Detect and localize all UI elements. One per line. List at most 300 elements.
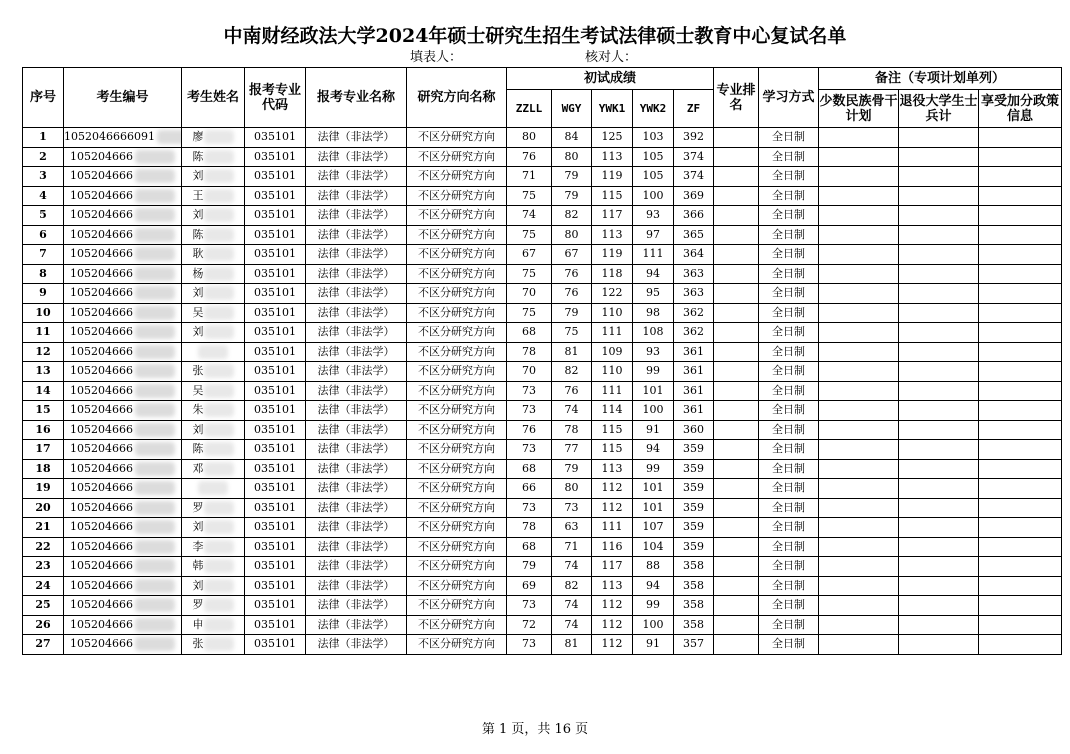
cell-major-name xyxy=(306,206,407,226)
cell-major-name xyxy=(306,284,407,304)
redaction-mark xyxy=(204,364,234,378)
cell-rank xyxy=(714,401,759,421)
cell-major-code xyxy=(245,245,306,265)
table-row xyxy=(23,323,1062,343)
cell-veteran xyxy=(899,615,979,635)
table-row xyxy=(23,518,1062,538)
cell-name-text: 李 xyxy=(192,539,204,553)
table-row xyxy=(23,615,1062,635)
cell-minority xyxy=(819,420,899,440)
cell-zf-text: 359 xyxy=(683,500,705,514)
cell-ywk1-text: 117 xyxy=(601,208,623,222)
cell-wgy xyxy=(552,596,592,616)
cell-exam-id xyxy=(64,440,182,460)
redaction-mark xyxy=(204,618,234,632)
cell-ywk2-text: 99 xyxy=(646,598,660,612)
cell-ywk2-text: 100 xyxy=(642,188,664,202)
cell-exam-id-text: 105204666 xyxy=(70,461,133,475)
cell-name-text: 陈 xyxy=(192,149,204,163)
cell-major-code-text: 035101 xyxy=(254,617,296,631)
cell-zf xyxy=(674,537,714,557)
cell-rank xyxy=(714,147,759,167)
cell-bonus xyxy=(979,186,1062,206)
cell-study-mode xyxy=(759,147,819,167)
cell-veteran xyxy=(899,225,979,245)
cell-ywk1-text: 112 xyxy=(601,481,623,495)
cell-zf-text: 359 xyxy=(683,442,705,456)
cell-seq xyxy=(23,225,64,245)
cell-major-code xyxy=(245,596,306,616)
cell-zf xyxy=(674,284,714,304)
cell-major-name-text: 法律（非法学） xyxy=(317,520,395,534)
cell-major-name-text: 法律（非法学） xyxy=(317,403,395,417)
cell-zzll-text: 75 xyxy=(522,305,536,319)
cell-zf xyxy=(674,440,714,460)
cell-major-code-text: 035101 xyxy=(254,559,296,573)
cell-zzll xyxy=(507,323,552,343)
cell-exam-id-text: 105204666 xyxy=(70,520,133,534)
redaction-mark xyxy=(204,189,234,203)
redaction-mark xyxy=(135,520,175,534)
cell-ywk2 xyxy=(633,401,674,421)
cell-ywk1 xyxy=(592,264,633,284)
cell-wgy-text: 74 xyxy=(564,403,579,417)
cell-study-mode xyxy=(759,284,819,304)
cell-veteran xyxy=(899,420,979,440)
cell-zzll-text: 76 xyxy=(522,422,536,436)
cell-seq xyxy=(23,518,64,538)
table-row xyxy=(23,401,1062,421)
cell-zf-text: 363 xyxy=(683,266,705,280)
cell-bonus xyxy=(979,479,1062,499)
cell-ywk1-text: 113 xyxy=(601,227,623,241)
cell-zzll-text: 68 xyxy=(522,325,536,339)
cell-seq xyxy=(23,596,64,616)
cell-study-mode-text: 全日制 xyxy=(772,383,806,397)
cell-major-code xyxy=(245,420,306,440)
cell-ywk1-text: 112 xyxy=(601,500,623,514)
header-name: 考生姓名 xyxy=(182,68,245,128)
cell-wgy-text: 76 xyxy=(564,266,579,280)
cell-bonus xyxy=(979,615,1062,635)
cell-seq xyxy=(23,167,64,187)
cell-exam-id-text: 105204666 xyxy=(70,422,133,436)
cell-name xyxy=(182,362,245,382)
cell-ywk1 xyxy=(592,167,633,187)
cell-zf xyxy=(674,401,714,421)
cell-zzll-text: 66 xyxy=(522,481,536,495)
cell-direction-text: 不区分研究方向 xyxy=(418,286,495,300)
cell-study-mode xyxy=(759,206,819,226)
cell-veteran xyxy=(899,284,979,304)
table-row xyxy=(23,635,1062,655)
cell-seq-text: 9 xyxy=(39,286,47,300)
cell-name xyxy=(182,186,245,206)
cell-ywk1 xyxy=(592,186,633,206)
cell-study-mode-text: 全日制 xyxy=(772,130,806,144)
cell-ywk1 xyxy=(592,596,633,616)
cell-study-mode xyxy=(759,323,819,343)
cell-rank xyxy=(714,303,759,323)
cell-name xyxy=(182,498,245,518)
cell-minority xyxy=(819,537,899,557)
cell-name xyxy=(182,303,245,323)
cell-wgy-text: 79 xyxy=(564,169,579,183)
redaction-mark xyxy=(135,345,175,359)
cell-study-mode-text: 全日制 xyxy=(772,461,806,475)
cell-zf xyxy=(674,303,714,323)
cell-ywk1-text: 115 xyxy=(601,422,623,436)
cell-zzll-text: 75 xyxy=(522,227,536,241)
cell-wgy-text: 79 xyxy=(564,188,579,202)
cell-major-code xyxy=(245,498,306,518)
cell-name xyxy=(182,225,245,245)
cell-name-text: 刘 xyxy=(192,325,204,339)
cell-zf xyxy=(674,459,714,479)
applicant-table xyxy=(22,67,1062,655)
redaction-mark xyxy=(204,208,234,222)
cell-direction-text: 不区分研究方向 xyxy=(418,637,495,651)
redaction-mark xyxy=(204,403,234,417)
cell-direction xyxy=(407,186,507,206)
cell-zf-text: 357 xyxy=(683,637,705,651)
cell-name xyxy=(182,420,245,440)
cell-zzll xyxy=(507,362,552,382)
cell-minority xyxy=(819,284,899,304)
cell-wgy xyxy=(552,420,592,440)
cell-direction-text: 不区分研究方向 xyxy=(418,344,495,358)
cell-study-mode xyxy=(759,596,819,616)
cell-study-mode xyxy=(759,498,819,518)
cell-zzll xyxy=(507,401,552,421)
cell-major-name xyxy=(306,245,407,265)
cell-veteran xyxy=(899,362,979,382)
cell-zf xyxy=(674,323,714,343)
cell-veteran xyxy=(899,459,979,479)
cell-zf-text: 358 xyxy=(683,617,705,631)
cell-ywk1 xyxy=(592,537,633,557)
cell-major-code xyxy=(245,264,306,284)
cell-veteran xyxy=(899,303,979,323)
cell-exam-id-text: 105204666 xyxy=(70,149,133,163)
cell-major-name xyxy=(306,615,407,635)
cell-ywk2 xyxy=(633,420,674,440)
cell-zzll xyxy=(507,342,552,362)
cell-seq-text: 26 xyxy=(35,617,51,631)
cell-zzll xyxy=(507,459,552,479)
cell-zf xyxy=(674,225,714,245)
cell-direction xyxy=(407,323,507,343)
cell-ywk1 xyxy=(592,303,633,323)
cell-veteran xyxy=(899,498,979,518)
cell-seq xyxy=(23,147,64,167)
cell-rank xyxy=(714,284,759,304)
cell-zzll-text: 68 xyxy=(522,461,536,475)
cell-zzll-text: 72 xyxy=(522,617,536,631)
cell-bonus xyxy=(979,518,1062,538)
cell-name xyxy=(182,323,245,343)
cell-direction xyxy=(407,342,507,362)
cell-ywk1-text: 113 xyxy=(601,149,623,163)
cell-minority xyxy=(819,303,899,323)
cell-zf-text: 361 xyxy=(683,383,705,397)
redaction-mark xyxy=(198,481,228,495)
cell-exam-id xyxy=(64,167,182,187)
cell-study-mode-text: 全日制 xyxy=(772,344,806,358)
redaction-mark xyxy=(204,169,234,183)
cell-bonus xyxy=(979,557,1062,577)
cell-ywk1 xyxy=(592,284,633,304)
cell-rank xyxy=(714,596,759,616)
cell-ywk1-text: 116 xyxy=(601,539,623,553)
cell-major-code xyxy=(245,518,306,538)
cell-ywk2-text: 108 xyxy=(642,325,664,339)
cell-veteran xyxy=(899,128,979,148)
cell-major-code xyxy=(245,147,306,167)
cell-direction-text: 不区分研究方向 xyxy=(418,247,495,261)
cell-minority xyxy=(819,206,899,226)
cell-seq xyxy=(23,264,64,284)
cell-major-name-text: 法律（非法学） xyxy=(317,442,395,456)
cell-direction-text: 不区分研究方向 xyxy=(418,559,495,573)
cell-study-mode-text: 全日制 xyxy=(772,403,806,417)
cell-seq-text: 12 xyxy=(35,344,51,358)
cell-zzll-text: 78 xyxy=(522,520,536,534)
header-major-code: 报考专业代码 xyxy=(245,68,306,128)
header-wgy: WGY xyxy=(552,90,592,128)
cell-ywk2-text: 105 xyxy=(642,149,664,163)
cell-zf-text: 358 xyxy=(683,559,705,573)
cell-major-name-text: 法律（非法学） xyxy=(317,500,395,514)
cell-seq xyxy=(23,420,64,440)
cell-bonus xyxy=(979,596,1062,616)
cell-major-code-text: 035101 xyxy=(254,364,296,378)
cell-minority xyxy=(819,186,899,206)
page-number: 第 1 页，共 16 页 xyxy=(481,722,589,737)
cell-wgy xyxy=(552,128,592,148)
redaction-mark xyxy=(204,423,234,437)
cell-direction xyxy=(407,537,507,557)
cell-exam-id-text: 105204666 xyxy=(70,305,133,319)
cell-exam-id-text: 105204666 xyxy=(70,188,133,202)
cell-zzll xyxy=(507,576,552,596)
cell-direction-text: 不区分研究方向 xyxy=(418,578,495,592)
checker-label: 核对人： xyxy=(585,50,638,65)
cell-study-mode xyxy=(759,303,819,323)
cell-ywk2 xyxy=(633,342,674,362)
cell-zf-text: 361 xyxy=(683,403,705,417)
cell-seq-text: 17 xyxy=(35,442,51,456)
cell-major-name xyxy=(306,225,407,245)
cell-ywk1-text: 118 xyxy=(601,266,623,280)
cell-exam-id xyxy=(64,342,182,362)
cell-ywk1-text: 111 xyxy=(601,325,623,339)
cell-major-code-text: 035101 xyxy=(254,188,296,202)
cell-ywk2 xyxy=(633,615,674,635)
cell-veteran xyxy=(899,342,979,362)
cell-major-code xyxy=(245,576,306,596)
cell-zf xyxy=(674,186,714,206)
cell-zzll xyxy=(507,264,552,284)
header-rank: 专业排名 xyxy=(714,68,759,128)
cell-ywk2 xyxy=(633,557,674,577)
cell-direction-text: 不区分研究方向 xyxy=(418,520,495,534)
redaction-mark xyxy=(204,520,234,534)
cell-major-code-text: 035101 xyxy=(254,208,296,222)
cell-seq-text: 8 xyxy=(39,266,47,280)
cell-veteran xyxy=(899,206,979,226)
cell-minority xyxy=(819,323,899,343)
cell-ywk1-text: 122 xyxy=(601,286,623,300)
cell-rank xyxy=(714,381,759,401)
cell-ywk2 xyxy=(633,225,674,245)
table-row xyxy=(23,459,1062,479)
cell-wgy xyxy=(552,225,592,245)
cell-zf xyxy=(674,635,714,655)
cell-major-name xyxy=(306,264,407,284)
cell-seq-text: 25 xyxy=(35,598,51,612)
cell-major-name-text: 法律（非法学） xyxy=(317,208,395,222)
cell-major-code-text: 035101 xyxy=(254,227,296,241)
cell-major-code-text: 035101 xyxy=(254,500,296,514)
cell-direction xyxy=(407,576,507,596)
redaction-mark xyxy=(135,169,175,183)
cell-major-code xyxy=(245,537,306,557)
cell-minority xyxy=(819,342,899,362)
cell-major-name xyxy=(306,440,407,460)
cell-wgy-text: 67 xyxy=(564,247,579,261)
header-ywk1: YWK1 xyxy=(592,90,633,128)
cell-study-mode-text: 全日制 xyxy=(772,539,806,553)
cell-name xyxy=(182,459,245,479)
cell-wgy xyxy=(552,459,592,479)
cell-exam-id-text: 105204666 xyxy=(70,227,133,241)
cell-zzll xyxy=(507,225,552,245)
cell-major-name-text: 法律（非法学） xyxy=(317,149,395,163)
cell-name xyxy=(182,128,245,148)
cell-major-code-text: 035101 xyxy=(254,266,296,280)
cell-major-name xyxy=(306,167,407,187)
cell-name xyxy=(182,147,245,167)
cell-seq xyxy=(23,323,64,343)
cell-major-name xyxy=(306,362,407,382)
cell-direction xyxy=(407,420,507,440)
cell-ywk1-text: 115 xyxy=(601,188,623,202)
cell-exam-id-text: 105204666 xyxy=(70,169,133,183)
cell-major-code-text: 035101 xyxy=(254,637,296,651)
cell-bonus xyxy=(979,362,1062,382)
cell-zzll xyxy=(507,615,552,635)
cell-wgy xyxy=(552,537,592,557)
cell-seq-text: 6 xyxy=(39,227,47,241)
cell-ywk2-text: 104 xyxy=(642,539,664,553)
cell-major-code-text: 035101 xyxy=(254,539,296,553)
redaction-mark xyxy=(204,579,234,593)
cell-seq xyxy=(23,537,64,557)
redaction-mark xyxy=(204,598,234,612)
cell-exam-id xyxy=(64,498,182,518)
redaction-mark xyxy=(204,501,234,515)
cell-ywk2 xyxy=(633,167,674,187)
cell-ywk2 xyxy=(633,537,674,557)
cell-ywk2 xyxy=(633,381,674,401)
cell-exam-id-text: 105204666 xyxy=(70,500,133,514)
cell-exam-id xyxy=(64,615,182,635)
cell-zf-text: 362 xyxy=(683,325,705,339)
cell-study-mode xyxy=(759,381,819,401)
cell-wgy-text: 79 xyxy=(564,461,579,475)
cell-name-text: 张 xyxy=(192,637,204,651)
header-prelim: 初试成绩 xyxy=(507,68,714,90)
redaction-mark xyxy=(135,208,175,222)
table-row xyxy=(23,167,1062,187)
cell-direction-text: 不区分研究方向 xyxy=(418,422,495,436)
filler-label: 填表人： xyxy=(410,50,463,65)
cell-major-code xyxy=(245,381,306,401)
cell-zf xyxy=(674,245,714,265)
cell-major-name xyxy=(306,459,407,479)
cell-zzll xyxy=(507,518,552,538)
cell-seq-text: 5 xyxy=(39,208,47,222)
cell-major-name-text: 法律（非法学） xyxy=(317,344,395,358)
cell-name-text: 朱 xyxy=(192,403,204,417)
cell-ywk2 xyxy=(633,518,674,538)
cell-name-text: 刘 xyxy=(192,422,204,436)
cell-ywk2-text: 97 xyxy=(646,227,660,241)
cell-ywk2 xyxy=(633,303,674,323)
header-seq: 序号 xyxy=(23,68,64,128)
cell-seq xyxy=(23,401,64,421)
cell-ywk1 xyxy=(592,420,633,440)
cell-zf-text: 364 xyxy=(683,247,705,261)
cell-major-name xyxy=(306,479,407,499)
cell-ywk2 xyxy=(633,323,674,343)
cell-wgy xyxy=(552,245,592,265)
cell-zf xyxy=(674,518,714,538)
cell-zf-text: 392 xyxy=(683,130,705,144)
cell-study-mode-text: 全日制 xyxy=(772,578,806,592)
cell-study-mode-text: 全日制 xyxy=(772,617,806,631)
cell-exam-id xyxy=(64,225,182,245)
redaction-mark xyxy=(204,286,234,300)
cell-ywk1-text: 113 xyxy=(601,461,623,475)
table-row xyxy=(23,264,1062,284)
cell-major-name xyxy=(306,420,407,440)
cell-zzll-text: 73 xyxy=(522,383,536,397)
cell-direction xyxy=(407,498,507,518)
cell-zf xyxy=(674,147,714,167)
cell-zf-text: 359 xyxy=(683,539,705,553)
cell-ywk2 xyxy=(633,128,674,148)
cell-bonus xyxy=(979,147,1062,167)
cell-rank xyxy=(714,186,759,206)
cell-wgy-text: 73 xyxy=(564,500,579,514)
cell-seq-text: 11 xyxy=(35,325,51,339)
cell-major-name xyxy=(306,128,407,148)
cell-zf-text: 366 xyxy=(683,208,705,222)
cell-wgy-text: 77 xyxy=(564,442,579,456)
header-direction: 研究方向名称 xyxy=(407,68,507,128)
cell-name-text: 罗 xyxy=(192,500,204,514)
cell-direction xyxy=(407,381,507,401)
cell-bonus xyxy=(979,342,1062,362)
cell-seq xyxy=(23,303,64,323)
cell-wgy-text: 80 xyxy=(564,227,579,241)
cell-major-name-text: 法律（非法学） xyxy=(317,559,395,573)
cell-zzll xyxy=(507,635,552,655)
cell-bonus xyxy=(979,128,1062,148)
cell-rank xyxy=(714,459,759,479)
